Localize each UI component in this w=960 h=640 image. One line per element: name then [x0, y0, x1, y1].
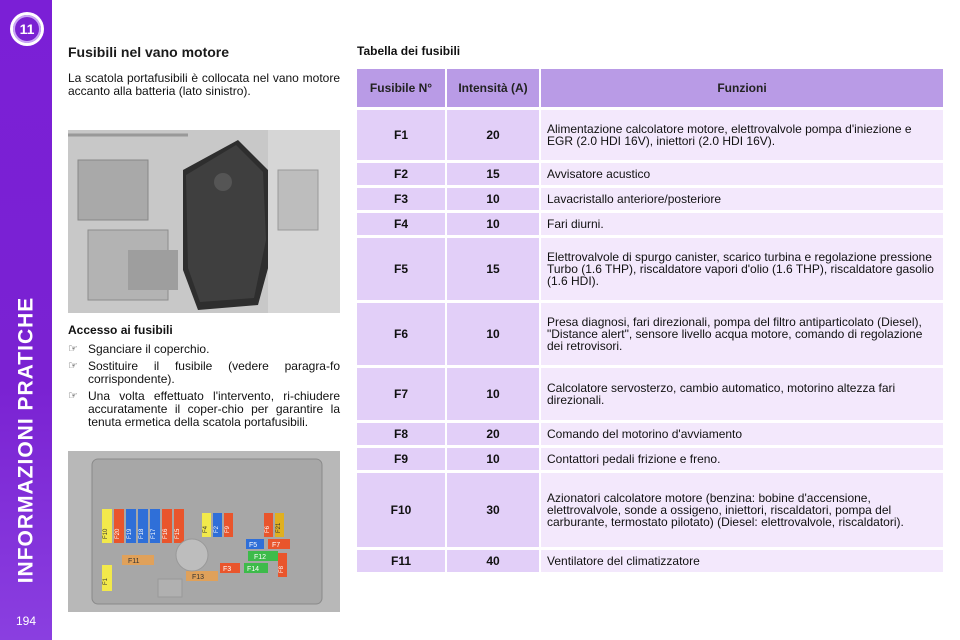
- table-row: [357, 110, 943, 160]
- fusebox-illustration: [68, 451, 340, 612]
- fuse-number: F3: [357, 188, 447, 210]
- fuse-table: [357, 66, 943, 575]
- header-fuse: Fusibile N°: [357, 69, 447, 107]
- chapter-sidebar: [0, 0, 52, 640]
- fuse-label: F13: [192, 574, 205, 581]
- chapter-title-vertical: [8, 292, 44, 592]
- fuse-number: F10: [357, 473, 447, 547]
- page-number: 194: [15, 614, 37, 628]
- fusebox-photo: [68, 451, 340, 612]
- fuse-label: F20: [115, 528, 121, 539]
- fuse-number: F11: [357, 550, 447, 572]
- engine-bay-photo: [68, 130, 340, 313]
- fuse-number: F2: [357, 163, 447, 185]
- fuse-function: Elettrovalvole di spurgo canister, scarico turbina e regolazione pressione Turbo (1.6 THP), riscaldatore vapori d'olio (1.6 THP), riscaldatore gasolio (1.6 HDI).: [541, 238, 943, 300]
- fuse-number: F7: [357, 368, 447, 420]
- fuse-function: Comando del motorino d'avviamento: [541, 423, 943, 445]
- chapter-badge: [10, 12, 44, 46]
- table-row: [357, 188, 943, 210]
- list-item: ☞ Una volta effettuato l'intervento, ri-chiudere accuratamente il coper-chio per garantire la tenuta ermetica della scatola portafusibili.: [68, 389, 340, 429]
- table-row: [357, 213, 943, 235]
- list-item: ☞ Sganciare il coperchio.: [68, 342, 210, 356]
- access-title: Accesso ai fusibili: [68, 323, 173, 337]
- fuse-label: F1: [103, 577, 109, 585]
- fuse-function: Calcolatore servosterzo, cambio automatico, motorino altezza fari direzionali.: [541, 368, 943, 420]
- table-header-row: [357, 69, 943, 107]
- fuse-label: F10: [103, 528, 109, 539]
- table-row: [357, 473, 943, 547]
- fuse-amperage: 15: [447, 238, 541, 300]
- fuse-function: Avvisatore acustico: [541, 163, 943, 185]
- fuse-number: F9: [357, 448, 447, 470]
- fuse-amperage: 15: [447, 163, 541, 185]
- fuse-number: F6: [357, 303, 447, 365]
- fuse-label: F18: [139, 528, 145, 539]
- chapter-number: 11: [13, 15, 41, 43]
- fuse-label: F12: [254, 554, 267, 561]
- fuse-function: Fari diurni.: [541, 213, 943, 235]
- table-row: [357, 423, 943, 445]
- fuse-amperage: 40: [447, 550, 541, 572]
- fuse-amperage: 10: [447, 188, 541, 210]
- fuse-label: F3: [223, 566, 232, 573]
- fuse-label: F21: [276, 522, 282, 533]
- fuse-number: F4: [357, 213, 447, 235]
- header-amp: Intensità (A): [447, 69, 541, 107]
- fuse-amperage: 10: [447, 448, 541, 470]
- intro-paragraph: La scatola portafusibili è collocata nel vano motore accanto alla batteria (lato sinistro).: [68, 71, 340, 98]
- fuse-label: F6: [265, 525, 271, 533]
- bullet-icon: ☞: [68, 390, 78, 402]
- table-row: [357, 238, 943, 300]
- bullet-icon: ☞: [68, 360, 78, 372]
- fuse-amperage: 10: [447, 368, 541, 420]
- table-row: [357, 550, 943, 572]
- fuse-function: Azionatori calcolatore motore (benzina: bobine d'accensione, elettrovalvole, sonde a ossigeno, iniettori, riscaldatori, pompa del carburante, termostato pilotato) (Diesel: elettrovalvole, riscaldatori).: [541, 473, 943, 547]
- steps-list: [68, 343, 340, 429]
- chapter-title: INFORMAZIONI PRATICHE: [14, 296, 38, 584]
- header-functions: Funzioni: [541, 69, 943, 107]
- fuse-function: Contattori pedali frizione e freno.: [541, 448, 943, 470]
- fuse-amperage: 10: [447, 303, 541, 365]
- fuse-label: F4: [203, 525, 209, 533]
- section-title: Fusibili nel vano motore: [68, 44, 230, 60]
- fuse-function: Ventilatore del climatizzatore: [541, 550, 943, 572]
- table-row: [357, 303, 943, 365]
- fuse-label: F14: [247, 566, 260, 573]
- fuse-label: F15: [175, 528, 181, 539]
- table-title: Tabella dei fusibili: [357, 44, 461, 58]
- bullet-icon: ☞: [68, 343, 78, 355]
- fuse-amperage: 20: [447, 423, 541, 445]
- list-item: ☞ Sostituire il fusibile (vedere paragra-fo corrispondente).: [68, 359, 340, 386]
- fuse-label: F19: [127, 528, 133, 539]
- access-block: [68, 323, 340, 433]
- table-row: [357, 163, 943, 185]
- fuse-number: F1: [357, 110, 447, 160]
- table-row: [357, 368, 943, 420]
- fuse-label: F7: [272, 542, 281, 549]
- fuse-label: F9: [225, 525, 231, 533]
- fuse-amperage: 20: [447, 110, 541, 160]
- fuse-label: F2: [214, 525, 220, 533]
- table-row: [357, 448, 943, 470]
- fuse-label: F11: [128, 558, 140, 565]
- fuse-amperage: 10: [447, 213, 541, 235]
- fuse-amperage: 30: [447, 473, 541, 547]
- fuse-function: Presa diagnosi, fari direzionali, pompa del filtro antiparticolato (Diesel), "Distance alert", sensore livello acqua motore, comando di regolazione dei retrovisori.: [541, 303, 943, 365]
- fuse-label: F8: [279, 565, 285, 573]
- fuse-function: Alimentazione calcolatore motore, elettrovalvole pompa d'iniezione e EGR (2.0 HDI 16V), iniettori (2.0 HDI 16V).: [541, 110, 943, 160]
- engine-bay-illustration: [68, 130, 340, 313]
- fuse-label: F5: [249, 542, 258, 549]
- intro-block: [68, 44, 340, 98]
- fuse-function: Lavacristallo anteriore/posteriore: [541, 188, 943, 210]
- fuse-number: F8: [357, 423, 447, 445]
- fuse-number: F5: [357, 238, 447, 300]
- fuse-label: F17: [151, 528, 157, 539]
- fuse-label: F16: [163, 528, 169, 539]
